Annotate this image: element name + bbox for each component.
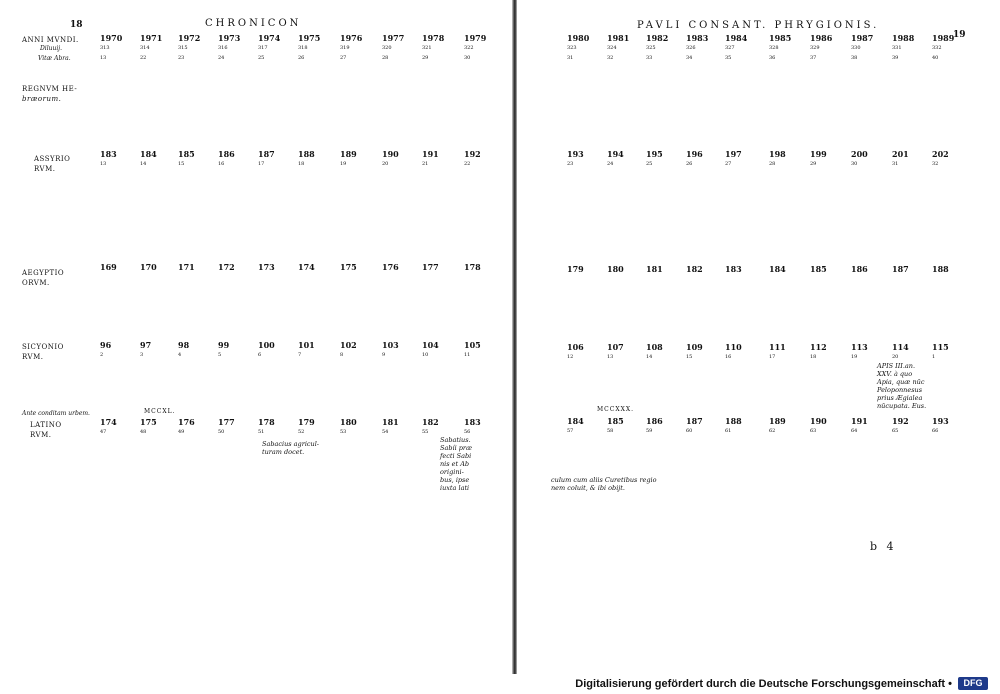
left-assyrii-b-cell: 22 (464, 161, 471, 167)
right-latini-b-cell: 61 (725, 428, 732, 434)
right-aegyptii-cell: 186 (851, 264, 868, 274)
right-sicyonii-a-cell: 109 (686, 342, 703, 352)
left-sicyonii-a-cell: 102 (340, 340, 357, 350)
left-assyrii-b-cell: 13 (100, 161, 107, 167)
left-vitae-cell: 27 (340, 55, 347, 61)
left-latini-a-cell: 183 (464, 417, 481, 427)
right-latini-b-cell: 63 (810, 428, 817, 434)
left-diluuij-cell: 314 (140, 45, 150, 51)
right-assyrii-b-cell: 30 (851, 161, 858, 167)
right-latini-b-cell: 62 (769, 428, 776, 434)
left-sicyonii-a-cell: 105 (464, 340, 481, 350)
left-years-cell: 1972 (178, 33, 201, 43)
right-latini-a-cell: 184 (567, 416, 584, 426)
aegyptiorum-label: AEGYPTIO ORVM. (22, 269, 65, 287)
left-assyrii-a-cell: 187 (258, 149, 275, 159)
right-sicyonii-b-cell: 15 (686, 354, 693, 360)
right-diluuij-cell: 323 (567, 45, 577, 51)
right-assyrii-b-cell: 32 (932, 161, 939, 167)
right-diluuij-cell: 332 (932, 45, 942, 51)
left-sicyonii-a-cell: 96 (100, 340, 112, 350)
left-sicyonii-b-cell: 11 (464, 352, 471, 358)
right-latini-a-cell: 186 (646, 416, 663, 426)
left-latini-b-cell: 54 (382, 429, 389, 435)
left-sicyonii-a-cell: 98 (178, 340, 190, 350)
left-assyrii-b-cell: 14 (140, 161, 147, 167)
left-sicyonii-b-cell: 6 (258, 352, 262, 358)
right-sicyonii-a-cell: 115 (932, 342, 949, 352)
left-vitae-cell: 13 (100, 55, 107, 61)
right-assyrii-b-cell: 26 (686, 161, 693, 167)
left-assyrii-a-cell: 191 (422, 149, 439, 159)
left-running-head: CHRONICON (205, 18, 302, 29)
right-aegyptii-cell: 188 (932, 264, 949, 274)
right-aegyptii-cell: 184 (769, 264, 786, 274)
left-latini-b-cell: 56 (464, 429, 471, 435)
right-latini-a-cell: 193 (932, 416, 949, 426)
right-vitae-cell: 38 (851, 55, 858, 61)
diluvii-label: Diluuij. (40, 45, 63, 52)
left-sicyonii-b-cell: 9 (382, 352, 386, 358)
left-aegyptii-cell: 172 (218, 262, 235, 272)
right-latini-b-cell: 59 (646, 428, 653, 434)
right-assyrii-b-cell: 28 (769, 161, 776, 167)
anni-mundi-label: ANNI MVNDI. (22, 36, 79, 44)
right-assyrii-b-cell: 27 (725, 161, 732, 167)
right-latini-a-cell: 189 (769, 416, 786, 426)
left-assyrii-a-cell: 189 (340, 149, 357, 159)
assyriorum-label: ASSYRIO RVM. (34, 155, 71, 173)
left-years-cell: 1976 (340, 33, 363, 43)
right-aegyptii-cell: 185 (810, 264, 827, 274)
right-vitae-cell: 35 (725, 55, 732, 61)
left-aegyptii-cell: 174 (298, 262, 315, 272)
right-sicyonii-a-cell: 112 (810, 342, 827, 352)
note-sabacius: Sabacius agricul- turam docet. (262, 440, 319, 456)
right-sicyonii-a-cell: 114 (892, 342, 909, 352)
left-sicyonii-b-cell: 4 (178, 352, 182, 358)
right-sicyonii-b-cell: 1 (932, 354, 936, 360)
right-years-cell: 1982 (646, 33, 669, 43)
right-sicyonii-a-cell: 113 (851, 342, 868, 352)
right-latini-b-cell: 57 (567, 428, 574, 434)
right-sicyonii-b-cell: 18 (810, 354, 817, 360)
left-sicyonii-b-cell: 5 (218, 352, 222, 358)
regnum-hebraeorum-label: REGNVM HE- bræorum. (22, 85, 78, 103)
right-years-cell: 1989 (932, 33, 955, 43)
right-latini-b-cell: 60 (686, 428, 693, 434)
right-assyrii-b-cell: 31 (892, 161, 899, 167)
left-sicyonii-a-cell: 97 (140, 340, 152, 350)
right-vitae-cell: 31 (567, 55, 574, 61)
right-sicyonii-b-cell: 16 (725, 354, 732, 360)
left-assyrii-a-cell: 186 (218, 149, 235, 159)
left-assyrii-b-cell: 17 (258, 161, 265, 167)
left-sicyonii-a-cell: 104 (422, 340, 439, 350)
right-years-cell: 1987 (851, 33, 874, 43)
left-assyrii-b-cell: 15 (178, 161, 185, 167)
left-page-number: 18 (70, 20, 83, 30)
right-diluuij-cell: 328 (769, 45, 779, 51)
left-latini-a-cell: 180 (340, 417, 357, 427)
left-aegyptii-cell: 178 (464, 262, 481, 272)
left-diluuij-cell: 316 (218, 45, 228, 51)
left-aegyptii-cell: 170 (140, 262, 157, 272)
right-vitae-cell: 34 (686, 55, 693, 61)
right-assyrii-a-cell: 196 (686, 149, 703, 159)
right-latini-a-cell: 190 (810, 416, 827, 426)
left-vitae-cell: 30 (464, 55, 471, 61)
right-years-cell: 1980 (567, 33, 590, 43)
left-years-cell: 1970 (100, 33, 123, 43)
left-years-cell: 1979 (464, 33, 487, 43)
dfg-logo: DFG (958, 677, 988, 690)
right-assyrii-a-cell: 197 (725, 149, 742, 159)
right-assyrii-a-cell: 195 (646, 149, 663, 159)
left-latini-b-cell: 52 (298, 429, 305, 435)
left-latini-a-cell: 179 (298, 417, 315, 427)
right-diluuij-cell: 329 (810, 45, 820, 51)
right-years-cell: 1986 (810, 33, 833, 43)
right-vitae-cell: 39 (892, 55, 899, 61)
right-assyrii-a-cell: 194 (607, 149, 624, 159)
right-sicyonii-a-cell: 108 (646, 342, 663, 352)
left-latini-a-cell: 182 (422, 417, 439, 427)
left-latini-a-cell: 175 (140, 417, 157, 427)
right-diluuij-cell: 330 (851, 45, 861, 51)
right-latini-a-cell: 192 (892, 416, 909, 426)
right-aegyptii-cell: 180 (607, 264, 624, 274)
left-years-cell: 1973 (218, 33, 241, 43)
left-sicyonii-b-cell: 3 (140, 352, 144, 358)
left-latini-a-cell: 181 (382, 417, 399, 427)
left-latini-a-cell: 174 (100, 417, 117, 427)
left-assyrii-a-cell: 183 (100, 149, 117, 159)
vitae-abrahae-label: Vitæ Abra. (38, 55, 71, 62)
left-sicyonii-a-cell: 100 (258, 340, 275, 350)
right-aegyptii-cell: 179 (567, 264, 584, 274)
latinorum-label: LATINO RVM. (30, 421, 62, 439)
left-sicyonii-a-cell: 101 (298, 340, 315, 350)
left-latini-b-cell: 53 (340, 429, 347, 435)
right-assyrii-a-cell: 202 (932, 149, 949, 159)
left-assyrii-a-cell: 184 (140, 149, 157, 159)
right-latini-b-cell: 65 (892, 428, 899, 434)
right-assyrii-a-cell: 198 (769, 149, 786, 159)
right-latini-b-cell: 58 (607, 428, 614, 434)
left-assyrii-a-cell: 190 (382, 149, 399, 159)
right-years-cell: 1984 (725, 33, 748, 43)
left-vitae-cell: 25 (258, 55, 265, 61)
right-sicyonii-a-cell: 106 (567, 342, 584, 352)
right-assyrii-a-cell: 201 (892, 149, 909, 159)
left-assyrii-b-cell: 20 (382, 161, 389, 167)
right-sicyonii-b-cell: 12 (567, 354, 574, 360)
right-assyrii-b-cell: 25 (646, 161, 653, 167)
right-sicyonii-a-cell: 110 (725, 342, 742, 352)
dfg-credit-text: Digitalisierung gefördert durch die Deutsche Forschungsgemeinschaft • (575, 678, 952, 690)
note-sabatius: Sabatius. Sabíi præ fecti Sabi nis et Ab origini- bus, ipse iuxta lati (440, 436, 473, 492)
left-sicyonii-a-cell: 99 (218, 340, 230, 350)
left-years-cell: 1978 (422, 33, 445, 43)
left-vitae-cell: 24 (218, 55, 225, 61)
left-years-cell: 1974 (258, 33, 281, 43)
left-sicyonii-b-cell: 7 (298, 352, 302, 358)
sicyoniorum-label: SICYONIO RVM. (22, 343, 64, 361)
footer-bar (0, 674, 1000, 694)
right-latini-a-cell: 188 (725, 416, 742, 426)
right-page-number: 19 (953, 30, 966, 40)
left-diluuij-cell: 315 (178, 45, 188, 51)
left-latini-a-cell: 178 (258, 417, 275, 427)
left-sicyonii-b-cell: 2 (100, 352, 104, 358)
left-latini-b-cell: 49 (178, 429, 185, 435)
right-sicyonii-b-cell: 19 (851, 354, 858, 360)
left-diluuij-cell: 320 (382, 45, 392, 51)
signature-mark: b 4 (870, 540, 897, 553)
left-assyrii-a-cell: 192 (464, 149, 481, 159)
left-sicyonii-b-cell: 10 (422, 352, 429, 358)
right-sicyonii-a-cell: 111 (769, 342, 786, 352)
right-assyrii-a-cell: 199 (810, 149, 827, 159)
right-latini-a-cell: 191 (851, 416, 868, 426)
left-aegyptii-cell: 175 (340, 262, 357, 272)
right-sicyonii-b-cell: 17 (769, 354, 776, 360)
right-vitae-cell: 37 (810, 55, 817, 61)
right-diluuij-cell: 324 (607, 45, 617, 51)
note-apis: APIS III.an. XXV. à quo Apia, quæ nūc Peloponnesus prius Ægialea nūcupata. Eus. (877, 362, 927, 410)
right-sicyonii-b-cell: 13 (607, 354, 614, 360)
left-years-cell: 1975 (298, 33, 321, 43)
right-diluuij-cell: 331 (892, 45, 902, 51)
right-vitae-cell: 36 (769, 55, 776, 61)
right-years-cell: 1985 (769, 33, 792, 43)
right-latini-b-cell: 66 (932, 428, 939, 434)
right-vitae-cell: 40 (932, 55, 939, 61)
left-diluuij-cell: 319 (340, 45, 350, 51)
left-assyrii-b-cell: 16 (218, 161, 225, 167)
left-aegyptii-cell: 169 (100, 262, 117, 272)
left-assyrii-a-cell: 188 (298, 149, 315, 159)
right-years-cell: 1988 (892, 33, 915, 43)
left-latini-a-cell: 176 (178, 417, 195, 427)
right-diluuij-cell: 327 (725, 45, 735, 51)
right-assyrii-a-cell: 200 (851, 149, 868, 159)
right-aegyptii-cell: 181 (646, 264, 663, 274)
right-latini-b-cell: 64 (851, 428, 858, 434)
right-latini-a-cell: 185 (607, 416, 624, 426)
left-assyrii-b-cell: 21 (422, 161, 429, 167)
left-sicyonii-b-cell: 8 (340, 352, 344, 358)
right-assyrii-b-cell: 24 (607, 161, 614, 167)
left-diluuij-cell: 318 (298, 45, 308, 51)
latini-roman-numeral-right: MCCXXX. (597, 406, 635, 413)
left-years-cell: 1977 (382, 33, 405, 43)
right-diluuij-cell: 325 (646, 45, 656, 51)
left-vitae-cell: 26 (298, 55, 305, 61)
right-vitae-cell: 32 (607, 55, 614, 61)
left-assyrii-b-cell: 18 (298, 161, 305, 167)
right-sicyonii-b-cell: 14 (646, 354, 653, 360)
left-assyrii-a-cell: 185 (178, 149, 195, 159)
right-sicyonii-a-cell: 107 (607, 342, 624, 352)
left-latini-b-cell: 50 (218, 429, 225, 435)
left-vitae-cell: 29 (422, 55, 429, 61)
left-vitae-cell: 22 (140, 55, 147, 61)
latini-roman-numeral: MCCXL. (144, 408, 176, 415)
left-diluuij-cell: 313 (100, 45, 110, 51)
left-latini-b-cell: 55 (422, 429, 429, 435)
ante-urbem-note: Ante conditam urbem. (22, 410, 90, 417)
right-aegyptii-cell: 182 (686, 264, 703, 274)
left-aegyptii-cell: 176 (382, 262, 399, 272)
left-vitae-cell: 28 (382, 55, 389, 61)
left-latini-a-cell: 177 (218, 417, 235, 427)
left-latini-b-cell: 47 (100, 429, 107, 435)
left-diluuij-cell: 317 (258, 45, 268, 51)
right-years-cell: 1981 (607, 33, 630, 43)
right-page (517, 0, 1000, 694)
left-latini-b-cell: 48 (140, 429, 147, 435)
right-sicyonii-b-cell: 20 (892, 354, 899, 360)
left-vitae-cell: 23 (178, 55, 185, 61)
right-latini-a-cell: 187 (686, 416, 703, 426)
right-aegyptii-cell: 187 (892, 264, 909, 274)
right-assyrii-b-cell: 23 (567, 161, 574, 167)
left-diluuij-cell: 321 (422, 45, 432, 51)
left-years-cell: 1971 (140, 33, 163, 43)
right-vitae-cell: 33 (646, 55, 653, 61)
left-latini-b-cell: 51 (258, 429, 265, 435)
left-aegyptii-cell: 177 (422, 262, 439, 272)
left-aegyptii-cell: 173 (258, 262, 275, 272)
left-sicyonii-a-cell: 103 (382, 340, 399, 350)
left-assyrii-b-cell: 19 (340, 161, 347, 167)
left-aegyptii-cell: 171 (178, 262, 195, 272)
right-diluuij-cell: 326 (686, 45, 696, 51)
right-assyrii-a-cell: 193 (567, 149, 584, 159)
left-diluuij-cell: 322 (464, 45, 474, 51)
right-running-head: PAVLI CONSANT. PHRYGIONIS. (637, 20, 880, 31)
right-assyrii-b-cell: 29 (810, 161, 817, 167)
note-culum: culum cum aliis Curetibus regio nem coluit, & ibi obijt. (551, 476, 657, 492)
right-years-cell: 1983 (686, 33, 709, 43)
right-aegyptii-cell: 183 (725, 264, 742, 274)
